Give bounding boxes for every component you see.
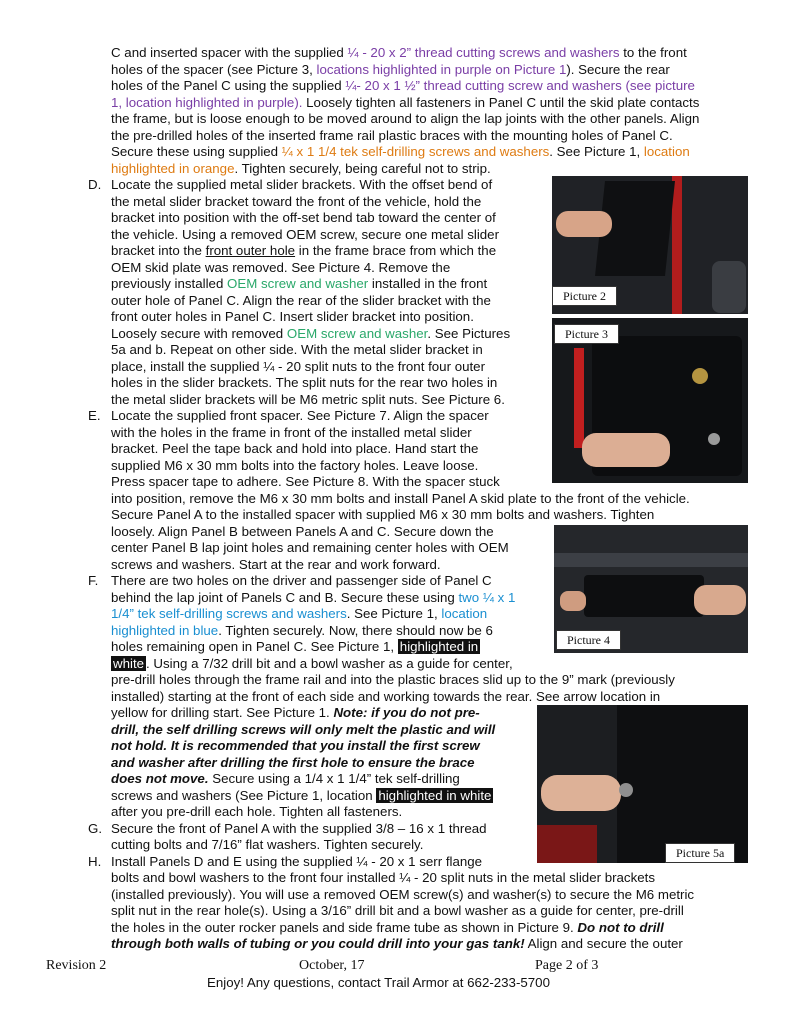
footer-date: October, 17 bbox=[299, 958, 365, 973]
text-line: loosely. Align Panel B between Panels A and C. Secure down the bbox=[111, 524, 494, 539]
text-run: . Using a 7/32 drill bit and a bowl washer as a guide for center, bbox=[146, 656, 513, 671]
text-line: split nut in the rear hole(s). Using a 3/16” drill bit and a bowl washer as a guide for center, pre-drill bbox=[111, 903, 684, 918]
step-label-e: E. bbox=[88, 408, 101, 423]
step-label-h: H. bbox=[88, 854, 102, 869]
highlight-green: OEM screw and washer bbox=[286, 326, 428, 341]
text-line bbox=[111, 606, 487, 622]
warning-text: Do not to drill bbox=[577, 920, 664, 935]
picture-5a-caption: Picture 5a bbox=[665, 843, 735, 863]
step-label-f: F. bbox=[88, 573, 99, 588]
text-line: the metal slider bracket toward the front of the vehicle, hold the bbox=[111, 194, 482, 209]
text-run: ). Secure the rear bbox=[566, 62, 670, 77]
text-line bbox=[111, 788, 493, 804]
text-line bbox=[111, 705, 480, 721]
picture-2-photo bbox=[552, 176, 748, 314]
washer bbox=[692, 368, 708, 384]
bolt bbox=[619, 783, 633, 797]
text-line bbox=[111, 276, 487, 292]
text-run: behind the lap joint of Panels C and B. Secure these using bbox=[111, 590, 459, 605]
text-line: Press spacer tape to adhere. See Picture 8. With the spacer stuck bbox=[111, 474, 500, 489]
warning-text: not hold. It is recommended that you install the first screw bbox=[111, 738, 480, 753]
text-run: installed in the front bbox=[368, 276, 488, 291]
text-run: . See Picture 1, bbox=[549, 144, 644, 159]
text-run: . Tighten securely, being careful not to strip. bbox=[234, 161, 491, 176]
highlight-white: white bbox=[113, 656, 145, 671]
highlight-blue: 1/4” tek self-drilling screws and washers bbox=[111, 606, 347, 621]
text-run: previously installed bbox=[111, 276, 228, 291]
text-line: bracket into position with the off-set bend tab toward the center of bbox=[111, 210, 496, 225]
step-label-g: G. bbox=[88, 821, 103, 836]
text-line: with the holes in the frame in front of the installed metal slider bbox=[111, 425, 472, 440]
text-line bbox=[111, 656, 513, 672]
text-line bbox=[111, 95, 699, 111]
highlight-orange: highlighted in orange bbox=[111, 161, 235, 176]
text-line bbox=[111, 78, 695, 94]
text-run: yellow for drilling start. See Picture 1. bbox=[111, 705, 334, 720]
text-run: C and inserted spacer with the supplied bbox=[111, 45, 348, 60]
warning-text: drill, the self drilling screws will only melt the plastic and will bbox=[111, 722, 496, 737]
highlight-blue: two ¼ x 1 bbox=[458, 590, 516, 605]
text-run: Align and secure the outer bbox=[524, 936, 683, 951]
text-line bbox=[111, 144, 690, 160]
text-line bbox=[111, 920, 664, 936]
highlight-orange: location bbox=[643, 144, 690, 159]
warning-text: and washer after drilling the first hole to ensure the brace bbox=[111, 755, 475, 770]
text-line: Install Panels D and E using the supplied ¼ - 20 x 1 serr flange bbox=[111, 854, 483, 869]
picture-3-caption: Picture 3 bbox=[554, 324, 619, 344]
text-line: (installed previously). You will use a removed OEM screw(s) and washer(s) to secure the M6 metric bbox=[111, 887, 695, 902]
text-run: to the front bbox=[619, 45, 687, 60]
warning-text: Note: if you do not pre- bbox=[333, 705, 480, 720]
highlight-purple: ¼ - 20 x 2” thread cutting screws and washers bbox=[347, 45, 620, 60]
footer-revision: Revision 2 bbox=[46, 958, 107, 973]
text-run: Secure using a 1/4 x 1 1/4” tek self-drilling bbox=[208, 771, 460, 786]
text-line: supplied M6 x 30 mm bolts into the factory holes. Leave loose. bbox=[111, 458, 479, 473]
warning-text: does not move. bbox=[111, 771, 209, 786]
text-line: outer hole of Panel C. Align the rear of the slider bracket with the bbox=[111, 293, 491, 308]
highlight-purple: locations highlighted in purple on Picture 1 bbox=[316, 62, 567, 77]
hand bbox=[556, 211, 612, 237]
picture-4-caption: Picture 4 bbox=[556, 630, 621, 650]
highlight-white: highlighted in white bbox=[378, 788, 492, 803]
text-run: . See Pictures bbox=[427, 326, 511, 341]
bolt bbox=[708, 433, 720, 445]
text-run: the holes in the outer rocker panels and side frame tube as shown in Picture 9. bbox=[111, 920, 578, 935]
text-run: bracket into the bbox=[111, 243, 206, 258]
skid-panel bbox=[617, 705, 748, 863]
highlight-blue: location bbox=[441, 606, 488, 621]
step-label-d: D. bbox=[88, 177, 102, 192]
text-line: the frame, but is loose enough to be moved around to align the lap joints with the other panels. Align bbox=[111, 111, 700, 126]
red-frame-tube bbox=[574, 348, 584, 448]
text-line bbox=[111, 45, 687, 61]
text-line: installed) starting at the front of each side and working towards the rear. See arrow location in bbox=[111, 689, 661, 704]
text-line bbox=[111, 936, 683, 952]
picture-5a-photo bbox=[537, 705, 748, 863]
text-line: center Panel B lap joint holes and remaining center holes with OEM bbox=[111, 540, 509, 555]
text-line bbox=[111, 62, 670, 78]
highlight-purple: ¼- 20 x 1 ½” thread cutting screw and washers (see picture bbox=[345, 78, 695, 93]
text-line: the metal slider brackets will be M6 metric split nuts. See Picture 6. bbox=[111, 392, 505, 407]
text-line: the vehicle. Using a removed OEM screw, secure one metal slider bbox=[111, 227, 499, 242]
text-run: in the frame brace from which the bbox=[295, 243, 497, 258]
text-line bbox=[111, 590, 515, 606]
footer-page-number: Page 2 of 3 bbox=[535, 958, 599, 973]
text-run: . See Picture 1, bbox=[346, 606, 442, 621]
slider-bracket bbox=[584, 575, 704, 617]
text-run: holes of the Panel C using the supplied bbox=[111, 78, 346, 93]
warning-text: through both walls of tubing or you could drill into your gas tank! bbox=[111, 936, 525, 951]
highlight-blue: highlighted in blue bbox=[111, 623, 219, 638]
text-line: pre-drill holes through the frame rail and into the plastic braces slid up to the 9” mark (previously bbox=[111, 672, 675, 687]
text-line: Locate the supplied metal slider brackets. With the offset bend of bbox=[111, 177, 493, 192]
text-line: Locate the supplied front spacer. See Picture 7. Align the spacer bbox=[111, 408, 489, 423]
text-run: holes of the spacer (see Picture 3, bbox=[111, 62, 317, 77]
text-line bbox=[111, 623, 493, 639]
text-line: bracket. Peel the tape back and hold into place. Hand start the bbox=[111, 441, 479, 456]
hand bbox=[582, 433, 670, 467]
text-line bbox=[111, 243, 496, 259]
text-line: place, install the supplied ¼ - 20 split nuts to the front four outer bbox=[111, 359, 486, 374]
text-run: Loosely secure with removed bbox=[111, 326, 287, 341]
highlight-purple: 1, location highlighted in purple). bbox=[111, 95, 303, 110]
text-line: Secure Panel A to the installed spacer with supplied M6 x 30 mm bolts and washers. Tighten bbox=[111, 507, 655, 522]
picture-3-photo bbox=[552, 318, 748, 483]
hand bbox=[541, 775, 621, 811]
picture-4-photo bbox=[554, 525, 748, 653]
text-line bbox=[111, 326, 510, 342]
text-line: Secure the front of Panel A with the supplied 3/8 – 16 x 1 thread bbox=[111, 821, 487, 836]
red-frame-tube bbox=[672, 176, 682, 314]
text-line: holes in the slider brackets. The split nuts for the rear two holes in bbox=[111, 375, 498, 390]
text-line: the pre-drilled holes of the inserted frame rail plastic braces with the mounting holes of Panel C. bbox=[111, 128, 673, 143]
text-line: into position, remove the M6 x 30 mm bolts and install Panel A skid plate to the front of the vehicle. bbox=[111, 491, 690, 506]
frame-rail bbox=[554, 553, 748, 567]
text-run: holes remaining open in Panel C. See Picture 1, bbox=[111, 639, 398, 654]
text-line: cutting bolts and 7/16” flat washers. Tighten securely. bbox=[111, 837, 424, 852]
text-run: . Tighten securely. Now, there should now be 6 bbox=[218, 623, 493, 638]
picture-2-caption: Picture 2 bbox=[552, 286, 617, 306]
text-line: after you pre-drill each hole. Tighten all fasteners. bbox=[111, 804, 403, 819]
highlight-white: highlighted in bbox=[399, 639, 479, 654]
footer-contact: Enjoy! Any questions, contact Trail Armor at 662-233-5700 bbox=[207, 975, 550, 990]
text-line bbox=[111, 639, 480, 655]
text-line bbox=[111, 161, 491, 177]
text-line: bolts and bowl washers to the front four installed ¼ - 20 split nuts in the metal slider brackets bbox=[111, 870, 655, 885]
text-line: 5a and b. Repeat on other side. With the metal slider bracket in bbox=[111, 342, 483, 357]
text-run: Secure these using supplied bbox=[111, 144, 282, 159]
red-frame-tube bbox=[537, 825, 597, 863]
text-line: screws and washers. Start at the rear and work forward. bbox=[111, 557, 441, 572]
text-line: There are two holes on the driver and passenger side of Panel C bbox=[111, 573, 492, 588]
underlined-text: front outer hole bbox=[205, 243, 296, 258]
hand bbox=[694, 585, 746, 615]
highlight-green: OEM screw and washer bbox=[227, 276, 369, 291]
text-line bbox=[111, 771, 460, 787]
highlight-orange: ¼ x 1 1/4 tek self-drilling screws and washers bbox=[281, 144, 550, 159]
text-run: screws and washers (See Picture 1, location bbox=[111, 788, 377, 803]
text-run: Loosely tighten all fasteners in Panel C until the skid plate contacts bbox=[302, 95, 700, 110]
text-line: OEM skid plate was removed. See Picture 4. Remove the bbox=[111, 260, 451, 275]
hand bbox=[560, 591, 586, 611]
text-line: front outer holes in Panel C. Insert slider bracket into position. bbox=[111, 309, 474, 324]
tire bbox=[712, 261, 746, 313]
